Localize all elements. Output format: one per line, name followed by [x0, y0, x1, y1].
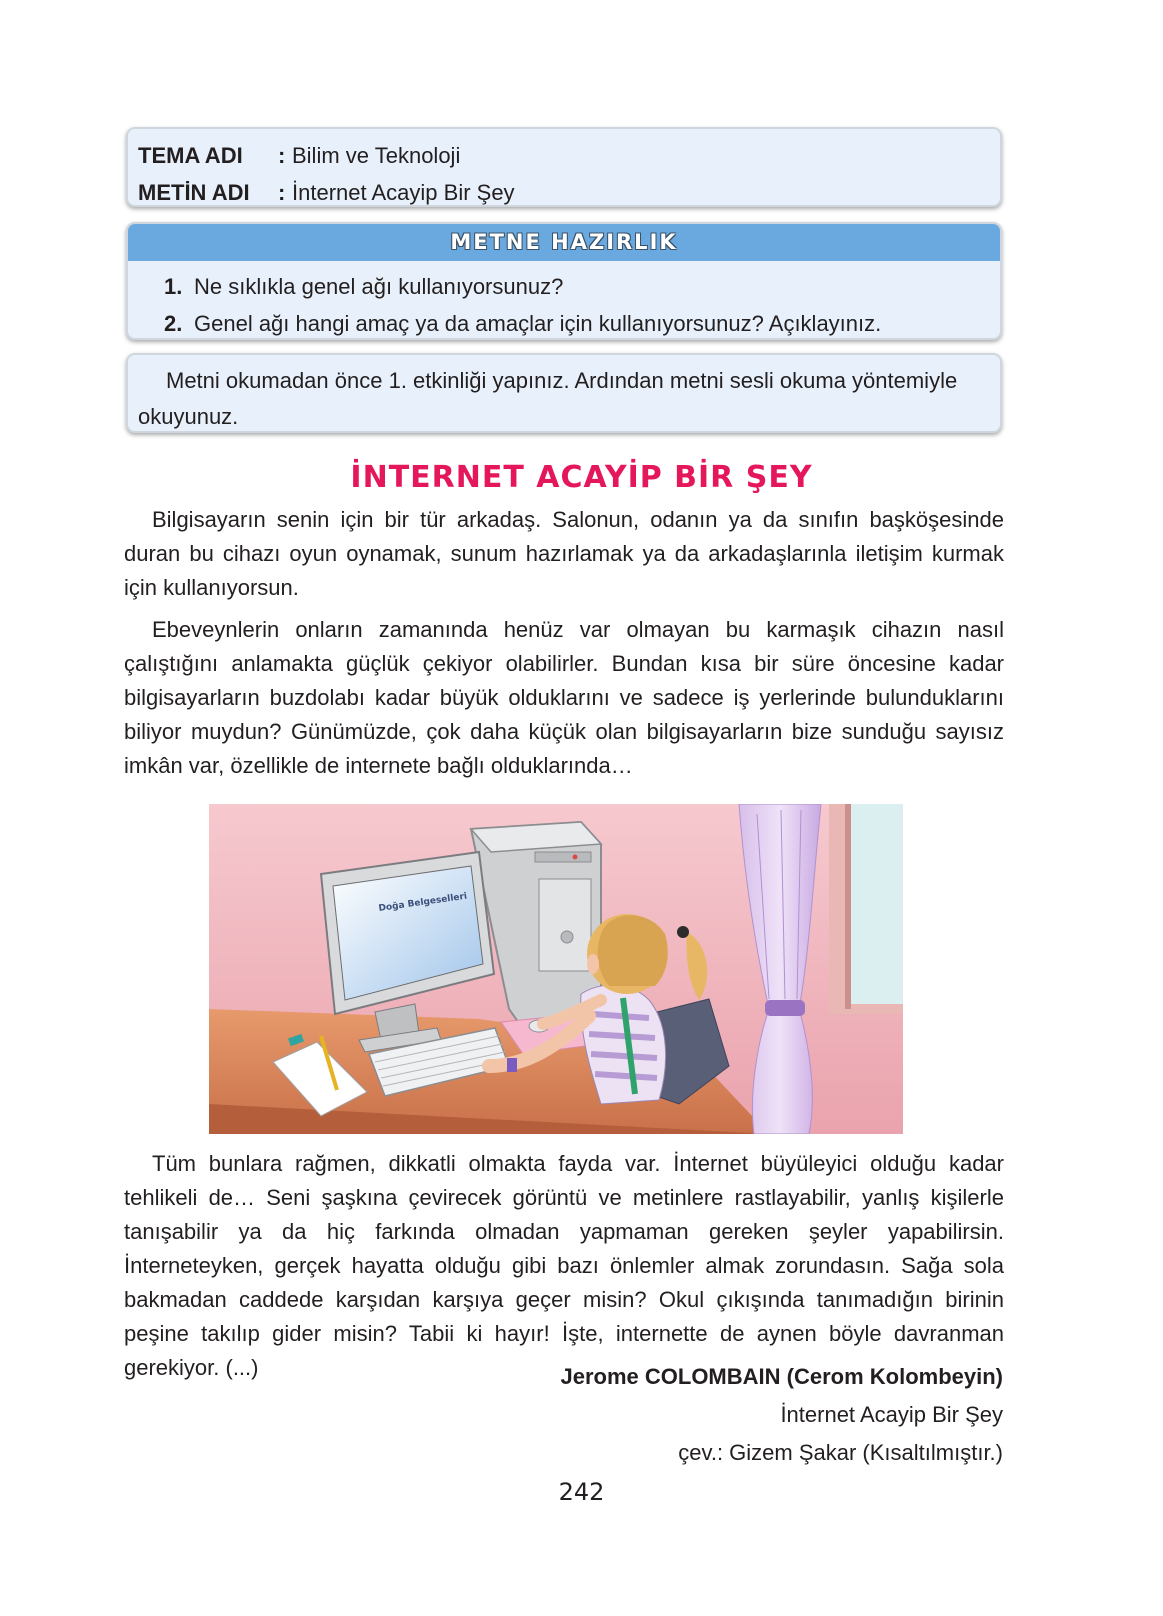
- story-paragraph-3: Tüm bunlara rağmen, dikkatli olmakta fayda var. İnternet büyüleyici olduğu kadar tehlikeli de… Seni şaşkına çevirecek görüntü ve metinlere rastlayabilir, yanlış kişilerle tanışabilir ya da hiç farkında olmadan yapmaman gereken şeyler yapabilirsin. İnterneteyken, gerçek hayatta olduğu gibi bazı önlemler almak zorundasın. Sağa sola bakmadan caddede karşıdan karşıya geçer misin? Okul çıkışında tanımadığın birinin peşine takılıp gider misin? Tabii ki hayır! İşte, internette de aynen böyle davranman gerekiyor. (...): [124, 1151, 1004, 1380]
- translator-credit: çev.: Gizem Şakar (Kısaltılmıştır.): [678, 1440, 1003, 1465]
- question-number: 2.: [164, 311, 183, 336]
- question-number: 1.: [164, 274, 183, 299]
- preparation-question-list: [128, 261, 1000, 340]
- page-number: 242: [558, 1478, 605, 1506]
- story-paragraph-1: Bilgisayarın senin için bir tür arkadaş. Salonun, odanın ya da sınıfın başköşesinde duran bu cihazı oyun oynamak, sunum hazırlamak ya da arkadaşlarınla iletişim kurmak için kullanıyorsun.: [124, 507, 1004, 600]
- instruction-text: Metni okumadan önce 1. etkinliği yapınız. Ardından metni sesli okuma yöntemiyle okuyunuz.: [138, 368, 958, 429]
- story-title: İNTERNET ACAYİP BİR ŞEY: [350, 460, 813, 495]
- preparation-title: METNE HAZIRLIK: [128, 224, 1000, 261]
- preparation-box: [126, 222, 1002, 340]
- preparation-question: [164, 305, 1000, 340]
- theme-value: Bilim ve Teknoloji: [292, 143, 461, 168]
- screen-caption: Doğa Belgeselleri: [378, 891, 468, 914]
- question-text: Genel ağı hangi amaç ya da amaçlar için kullanıyorsunuz? Açıklayınız.: [194, 311, 882, 336]
- text-name-value: İnternet Acayip Bir Şey: [292, 180, 515, 205]
- preparation-question: [164, 268, 1000, 305]
- girl-at-computer-illustration: [209, 804, 903, 1134]
- story-paragraph-2: Ebeveynlerin onların zamanında henüz var olmayan bu karmaşık cihazın nasıl çalıştığını anlamakta güçlük çekiyor olabilirler. Bundan kısa bir süre öncesine kadar bilgisayarların buzdolabı kadar büyük olduklarını ve sadece iş yerlerinde bulunduklarını biliyor muydun? Günümüzde, çok daha küçük olan bilgisayarların bize sunduğu sayısız imkân var, özellikle de internete bağlı olduklarında…: [124, 617, 1004, 778]
- book-credit: İnternet Acayip Bir Şey: [780, 1402, 1003, 1427]
- theme-colon: :: [278, 143, 286, 168]
- question-text: Ne sıklıkla genel ağı kullanıyorsunuz?: [194, 274, 564, 299]
- theme-row: [138, 137, 1000, 174]
- instruction-box: [126, 353, 1002, 433]
- theme-label: TEMA ADI: [138, 143, 243, 168]
- author-credit: Jerome COLOMBAIN (Cerom Kolombeyin): [560, 1364, 1003, 1389]
- text-name-colon: :: [278, 180, 286, 205]
- text-name-row: [138, 174, 1000, 211]
- text-name-label: METİN ADI: [138, 180, 250, 205]
- theme-info-box: [126, 127, 1002, 207]
